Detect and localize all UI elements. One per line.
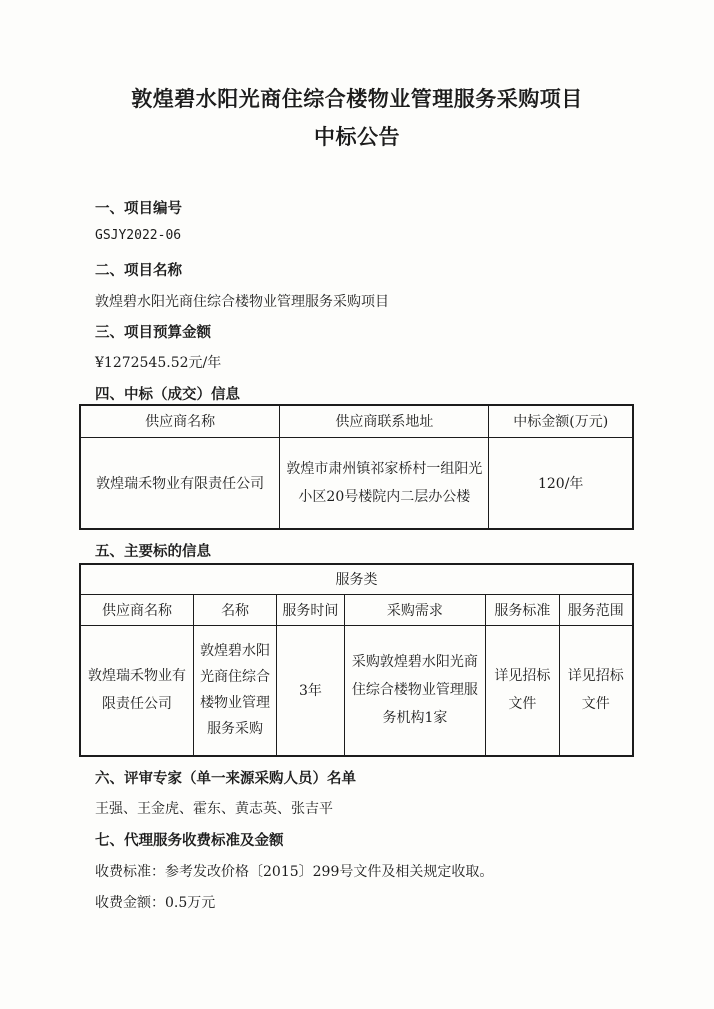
subject-table xyxy=(79,563,634,757)
table-row xyxy=(80,625,633,756)
subject-standard xyxy=(486,625,559,756)
section-heading-experts: 六、评审专家（单一来源采购人员）名单 xyxy=(95,771,356,787)
subject-table-header-row xyxy=(80,594,633,625)
subject-standard-line: 文件 xyxy=(508,696,537,713)
section-heading-award-info: 四、中标（成交）信息 xyxy=(95,387,240,403)
subject-header-demand: 采购需求 xyxy=(344,594,486,625)
subject-demand-line: 住综合楼物业管理服 xyxy=(351,682,478,699)
table-row xyxy=(80,437,633,529)
section-heading-main-subject: 五、主要标的信息 xyxy=(95,544,211,560)
section-heading-project-name: 二、项目名称 xyxy=(95,263,182,279)
page-subtitle: 中标公告 xyxy=(314,125,400,149)
subject-header-name: 名称 xyxy=(193,594,276,625)
subject-demand-line: 务机构1家 xyxy=(382,710,448,727)
section-heading-agency-fee: 七、代理服务收费标准及金额 xyxy=(95,833,284,849)
subject-header-scope: 服务范围 xyxy=(559,594,633,625)
subject-name-line: 服务采购 xyxy=(207,721,264,738)
award-header-supplier: 供应商名称 xyxy=(80,405,280,437)
award-amount: 120/年 xyxy=(489,437,633,529)
fee-standard: 收费标准：参考发改价格〔2015〕299号文件及相关规定收取。 xyxy=(95,864,494,880)
subject-standard-line: 详见招标 xyxy=(494,668,551,685)
award-address xyxy=(280,437,489,529)
subject-name xyxy=(193,625,276,756)
award-header-amount: 中标金额(万元) xyxy=(489,405,633,437)
section-heading-budget: 三、项目预算金额 xyxy=(95,325,211,341)
award-address-line: 小区20号楼院内二层办公楼 xyxy=(298,488,471,505)
subject-duration: 3年 xyxy=(277,625,344,756)
subject-scope xyxy=(559,625,633,756)
project-number: GSJY2022-06 xyxy=(95,228,182,243)
subject-name-line: 敦煌碧水阳 xyxy=(200,643,271,660)
subject-header-supplier: 供应商名称 xyxy=(80,594,193,625)
award-table-header-row xyxy=(80,405,633,437)
subject-supplier xyxy=(80,625,193,756)
subject-demand-line: 采购敦煌碧水阳光商 xyxy=(351,654,478,671)
subject-supplier-line: 限责任公司 xyxy=(101,696,172,713)
subject-name-line: 楼物业管理 xyxy=(200,695,271,712)
subject-demand xyxy=(344,625,486,756)
subject-category-row xyxy=(80,564,633,594)
expert-list: 王强、王金虎、霍东、黄志英、张吉平 xyxy=(95,801,333,817)
page-title: 敦煌碧水阳光商住综合楼物业管理服务采购项目 xyxy=(131,87,583,111)
award-header-address: 供应商联系地址 xyxy=(280,405,489,437)
award-address-line: 敦煌市肃州镇祁家桥村一组阳光 xyxy=(286,460,483,477)
subject-supplier-line: 敦煌瑞禾物业有 xyxy=(87,668,186,685)
subject-scope-line: 详见招标 xyxy=(567,668,624,685)
subject-header-duration: 服务时间 xyxy=(277,594,344,625)
section-heading-project-number: 一、项目编号 xyxy=(95,201,182,217)
project-name: 敦煌碧水阳光商住综合楼物业管理服务采购项目 xyxy=(95,294,389,310)
award-table xyxy=(79,404,634,530)
subject-name-line: 光商住综合 xyxy=(200,669,271,686)
award-supplier: 敦煌瑞禾物业有限责任公司 xyxy=(80,437,280,529)
subject-category: 服务类 xyxy=(80,564,633,594)
fee-amount: 收费金额：0.5万元 xyxy=(95,895,216,911)
subject-header-standard: 服务标准 xyxy=(486,594,559,625)
subject-scope-line: 文件 xyxy=(581,696,610,713)
budget-amount: ¥1272545.52元/年 xyxy=(95,355,222,371)
